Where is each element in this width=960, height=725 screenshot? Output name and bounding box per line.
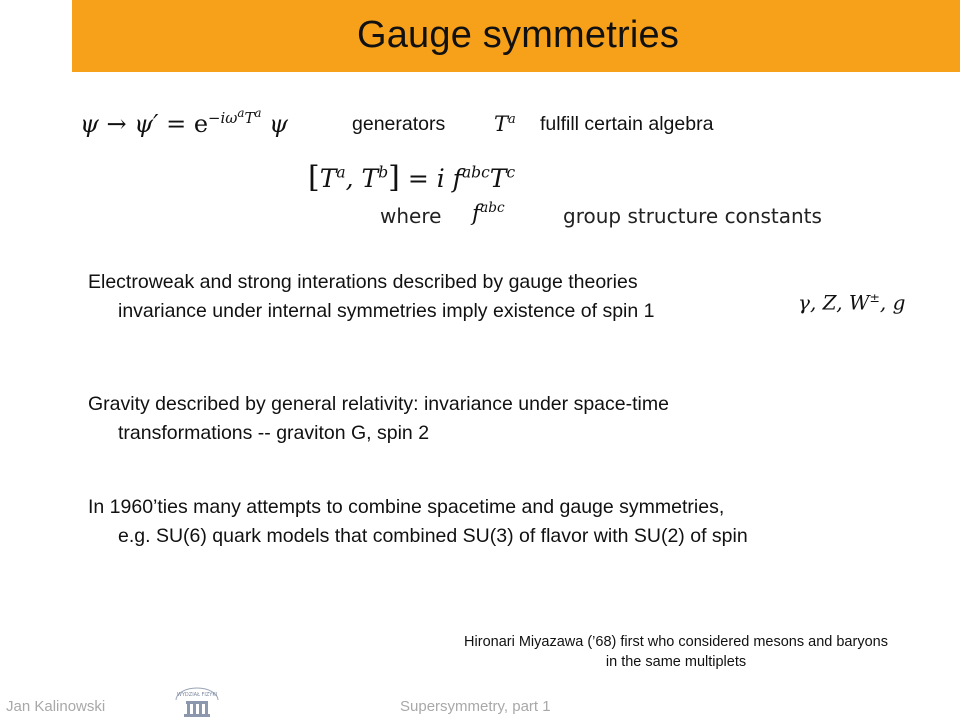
transformation-formula: $\psi \to \psi' = e^{-i\omega^aT^a}$ ψ xyxy=(80,106,288,138)
structure-symbol: $f^{abc}$ xyxy=(472,200,505,227)
svg-text:WYDZIAŁ FIZYKI: WYDZIAŁ FIZYKI xyxy=(176,692,218,698)
title-bar xyxy=(72,0,960,72)
footer-author: Jan Kalinowski xyxy=(6,698,106,715)
paragraph-gravity-line-1: Gravity described by general relativity: invariance under space-time xyxy=(88,393,669,415)
paragraph-history-line-2: e.g. SU(6) quark models that combined SU(3) of flavor with SU(2) of spin xyxy=(118,525,748,547)
faculty-logo-icon xyxy=(170,686,224,720)
generators-label: generators xyxy=(352,113,446,135)
bosons-formula: γ, Z, W±, g xyxy=(798,290,906,315)
paragraph-electroweak xyxy=(88,268,655,326)
miyazawa-credit-line-1: Hironari Miyazawa (’68) first who considered mesons and baryons xyxy=(464,634,888,650)
slide-title: Gauge symmetries xyxy=(356,14,680,56)
miyazawa-credit xyxy=(396,632,956,672)
where-label: where xyxy=(380,204,442,228)
paragraph-electroweak-line-1: Electroweak and strong interations described by gauge theories xyxy=(88,271,638,293)
generator-symbol: $T^a$ xyxy=(494,112,516,136)
paragraph-gravity xyxy=(88,390,669,448)
paragraph-electroweak-line-2: invariance under internal symmetries imply existence of spin 1 xyxy=(118,300,655,322)
paragraph-history-line-1: In 1960’ties many attempts to combine spacetime and gauge symmetries, xyxy=(88,496,725,518)
structure-constants-label: group structure constants xyxy=(563,204,822,228)
paragraph-gravity-line-2: transformations -- graviton G, spin 2 xyxy=(118,422,430,444)
commutator-formula: [$T^a$, $T^b] = i$ $f^{abc}T^c$ xyxy=(308,160,516,195)
paragraph-history xyxy=(88,493,748,551)
miyazawa-credit-line-2: in the same multiplets xyxy=(605,654,747,670)
algebra-label: fulfill certain algebra xyxy=(540,113,714,135)
footer-lecture: Supersymmetry, part 1 xyxy=(400,698,551,715)
